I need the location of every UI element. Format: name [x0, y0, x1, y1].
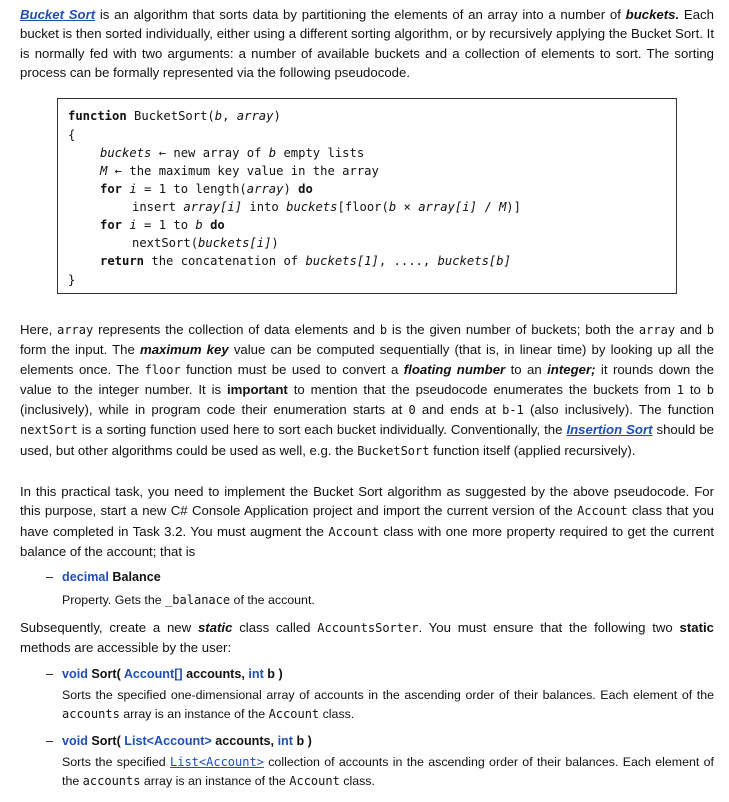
code-line-for1: for i = 1 to length(array) do: [100, 182, 313, 196]
task-paragraph: In this practical task, you need to implement the Bucket Sort algorithm as suggested by the above pseudocode. For this purpose, start a new C# Console Application project and import the current version of the Account class that you have completed in Task 3.2. You must augment the Account class with one more property required to get the current balance of the account; that is: [20, 484, 715, 559]
bucket-sort-link[interactable]: Bucket Sort: [20, 7, 96, 22]
balance-signature: decimal Balance: [62, 570, 161, 584]
bullet-dash: –: [46, 734, 54, 748]
intro-paragraph: [20, 5, 714, 82]
code-close-brace: }: [68, 273, 76, 287]
code-line-for2: for i = 1 to b do: [100, 218, 225, 232]
intro-buckets: buckets.: [625, 7, 680, 22]
bullet-dash: –: [46, 570, 54, 584]
list-account-link[interactable]: List<Account>: [170, 755, 264, 769]
insertion-sort-link[interactable]: Insertion Sort: [566, 422, 653, 438]
code-line-buckets: buckets ← new array of b empty lists: [100, 146, 365, 160]
balance-description: Property. Gets the _balanace of the account.: [62, 593, 315, 607]
code-line-function: function BucketSort(b, array): [68, 109, 281, 123]
static-class-paragraph: Subsequently, create a new static class called AccountsSorter. You must ensure that the following two static methods are accessible by the user:: [20, 620, 714, 656]
code-line-max: M ← the maximum key value in the array: [100, 164, 379, 178]
sort-array-description: Sorts the specified one-dimensional array of accounts in the ascending order of their balances. Each element of the accounts array is an instance of the Account class.: [62, 688, 714, 721]
sort-list-description: Sorts the specified List<Account> collection of accounts in the ascending order of their balances. Each element of the accounts array is an instance of the Account class.: [62, 755, 715, 788]
bullet-dash: –: [46, 667, 54, 681]
pseudocode-box: [57, 98, 677, 294]
code-line-nextsort: nextSort(buckets[i]): [132, 236, 279, 250]
intro-text-2: Each bucket is then sorted individually, either using a different sorting algorithm, or by recursively applying the Bucket Sort. It is normally fed with two arguments: a number of available buckets and a collection of elements to sort. The sorting process can be formally represented via the following pseudocode.: [20, 7, 714, 80]
intro-text-1: is an algorithm that sorts data by partitioning the elements of an array into a number of: [95, 7, 626, 22]
code-open-brace: {: [68, 128, 76, 142]
sort-list-signature: void Sort( List<Account> accounts, int b ): [62, 734, 312, 748]
sort-array-signature: void Sort( Account[] accounts, int b ): [62, 667, 283, 681]
code-line-return: return the concatenation of buckets[1], ...., buckets[b]: [100, 254, 511, 268]
explanation-paragraph: Here, array represents the collection of data elements and b is the given number of buckets; both the array and b form the input. The maximum key value can be computed sequentially (that is, in linear time) by looking up all the elements once. The floor function must be used to convert a floating number to an integer; it rounds down the value to the integer number. It is important to mention that the pseudocode enumerates the buckets from 1 to b (inclusively), while in program code their enumeration starts at 0 and ends at b-1 (also inclusively). The function nextSort is a sorting function used here to sort each bucket individually. Conventionally, the Insertion Sort should be used, but other algorithms could be used as well, e.g. the BucketSort function itself (applied recursively).: [20, 322, 715, 458]
code-line-insert: insert array[i] into buckets[floor(b × array[i] / M)]: [132, 200, 521, 214]
